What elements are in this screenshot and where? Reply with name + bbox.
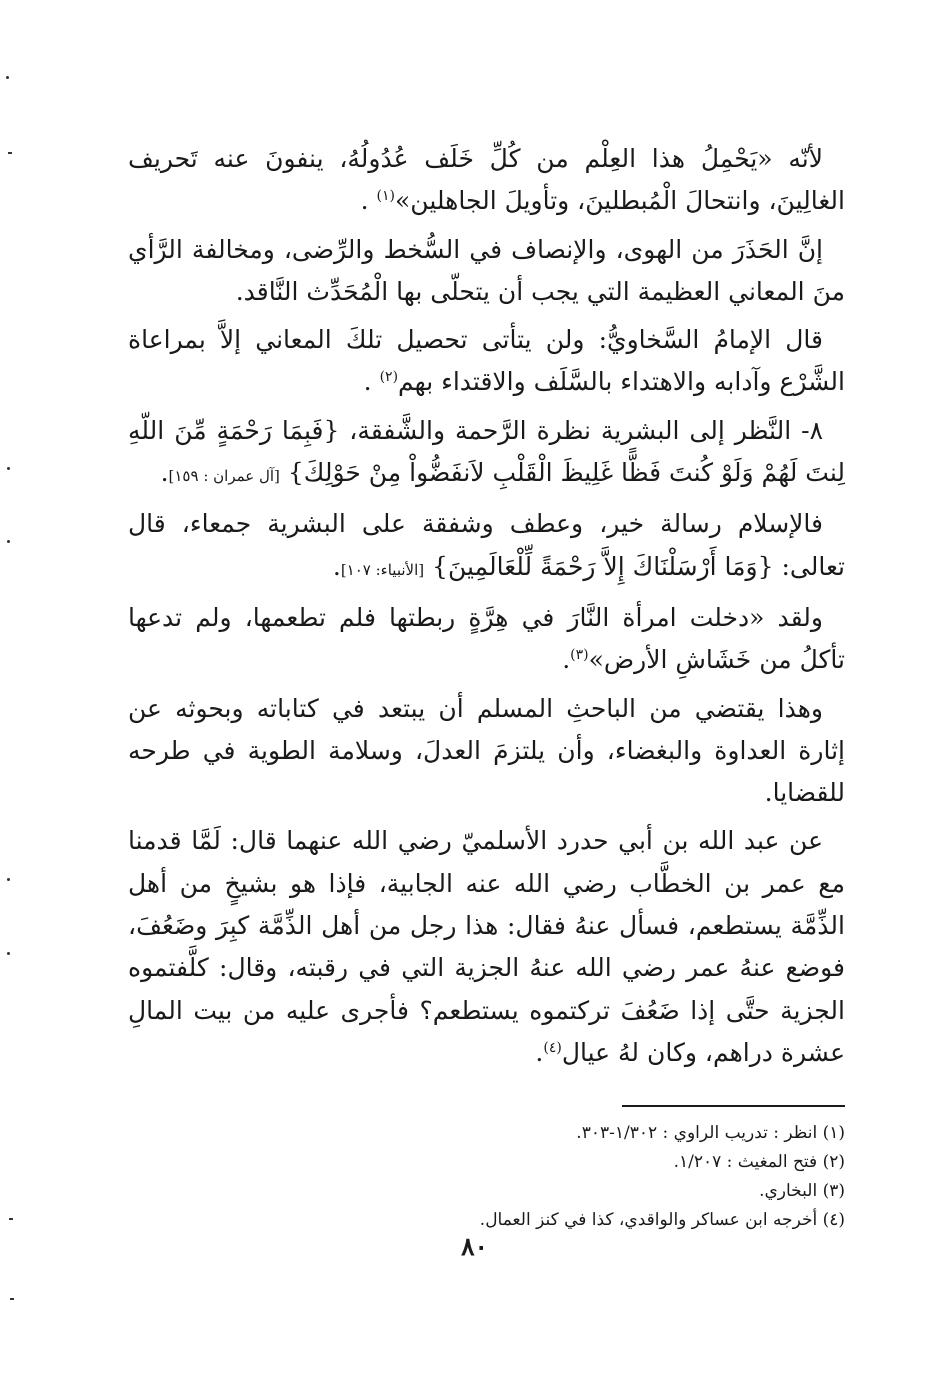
paragraph-3: قال الإمامُ السَّخاويُّ: ولن يتأتى تحصيل تلكَ المعاني إلاَّ بمراعاة الشَّرْع وآدابه والاهتداء بالسَّلَف والاقتداء بهم$^{(٢)}$ . — [128, 325, 845, 397]
footnote-ref-4: (٤) — [543, 1039, 562, 1056]
scan-speck — [10, 1298, 14, 1300]
scan-speck — [7, 540, 10, 543]
footnote-ref-2: (٢) — [379, 369, 399, 386]
paragraph-4: ٨- النَّظر إلى البشرية نظرة الرَّحمة والشَّفقة، {فَبِمَا رَحْمَةٍ مِّنَ اللّهِ لِنتَ لَهُمْ وَلَوْ كُنتَ فَظًّا غَلِيظَ الْقَلْبِ لاَنفَضُّواْ مِنْ حَوْلِكَ} [آل عمران : ١٥٩]. — [128, 415, 845, 488]
paragraph-7: وهذا يقتضي من الباحثِ المسلم أن يبتعد في كتاباته وبحوثه عن إثارة العداوة والبغضاء، وأن يلتزمَ العدلَ، وسلامة الطوية في طرحه للقضايا. — [128, 693, 845, 808]
body-text — [128, 138, 845, 1080]
footnotes — [300, 1119, 845, 1235]
scan-speck — [7, 952, 10, 955]
footnote-1: (١) انظر : تدريب الراوي : ١/٣٠٢-٣٠٣. — [576, 1123, 845, 1143]
footnote-2: (٢) فتح المغيث : ١/٢٠٧. — [673, 1152, 845, 1172]
footnote-divider — [622, 1105, 845, 1107]
scan-speck — [9, 1218, 13, 1220]
paragraph-5: فالإسلام رسالة خير، وعطف وشفقة على البشرية جمعاء، قال تعالى: {وَمَا أَرْسَلْنَاكَ إِلاَّ رَحْمَةً لِّلْعَالَمِينَ} [الأنبياء: ١٠٧]. — [128, 509, 845, 581]
paragraph-2: إنَّ الحَذَرَ من الهوى، والإنصاف في السُّخط والرِّضى، ومخالفة الرَّأي منَ المعاني العظيمة التي يجب أن يتحلّى بها الْمُحَدِّث النَّاقد. — [128, 234, 845, 306]
scan-speck — [7, 878, 10, 881]
scan-speck — [6, 76, 9, 79]
scan-speck — [7, 467, 10, 470]
quran-reference: [آل عمران : ١٥٩] — [168, 467, 280, 486]
quran-reference: [الأنبياء: ١٠٧] — [340, 560, 425, 579]
paragraph-8: عن عبد الله بن أبي حدرد الأسلميّ رضي الله عنهما قال: لَمَّا قدمنا مع عمر بن الخطَّاب رضي الله عنه الجابية، فإذا هو بشيخٍ من أهل الذِّمَّة يستطعم، فسأل عنهُ فقال: هذا رجل من أهل الذِّمَّة كبِرَ وضَعُفَ، فوضع عنهُ عمر رضي الله عنهُ الجزية التي في رقبته، وقال: كلَّفتموه الجزية حتَّى إذا ضَعُفَ تركتموه يستطعم؟ فأجرى عليه من بيت المالِ عشرة دراهم، وكان لهُ عيال$^{(٤)}$. — [128, 826, 845, 1067]
paragraph-1: لأنّه «يَحْمِلُ هذا العِلْم من كُلِّ خَلَف عُدُولُهُ، ينفونَ عنه تَحريف الغالِينَ، وانتحالَ الْمُبطلينَ، وتأويلَ الجاهلين»$^{(١)}$ . — [128, 144, 845, 216]
scan-speck — [8, 152, 12, 154]
footnote-3: (٣) البخاري. — [759, 1181, 845, 1201]
paragraph-6: ولقد «دخلت امرأة النَّارَ في هِرَّةٍ ربطتها فلم تطعمها، ولم تدعها تأكلُ من خَشَاشِ الأرض»$^{(٣)}$. — [128, 602, 845, 675]
footnote-4: (٤) أخرجه ابن عساكر والواقدي، كذا في كنز العمال. — [479, 1210, 845, 1230]
page-number: ٨٠ — [461, 1232, 488, 1261]
footnote-ref-3: (٣) — [570, 647, 589, 664]
footnote-ref-1: (١) — [376, 188, 396, 205]
